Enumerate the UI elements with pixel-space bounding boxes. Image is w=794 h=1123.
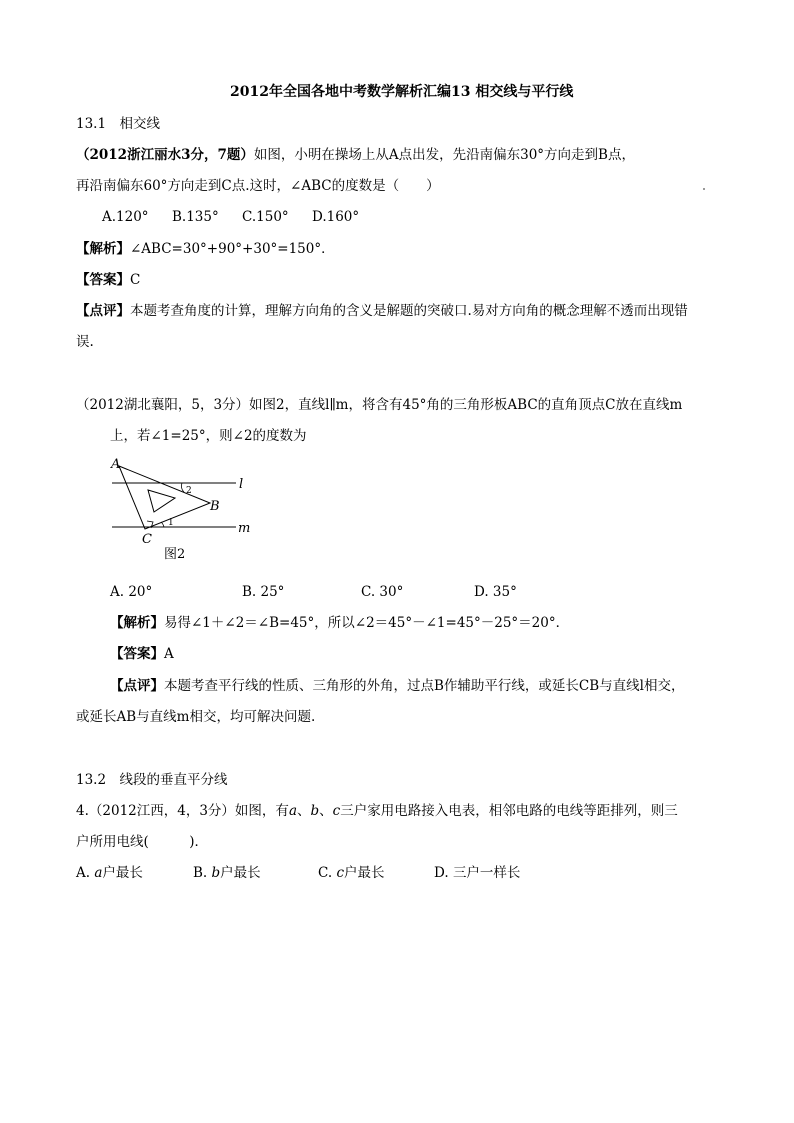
question-3-option-a <box>76 864 143 882</box>
question-3-line-1 <box>76 802 678 820</box>
label-b: B <box>210 499 220 514</box>
option-letter: B. <box>193 865 208 881</box>
label-a: A <box>111 457 121 472</box>
question-1-comment <box>76 302 688 320</box>
question-2-answer <box>110 645 174 663</box>
question-1-line-2: 再沿南偏东60°方向走到C点.这时，∠ABC的度数是（ ） <box>76 178 440 194</box>
comment-tag: 【点评】 <box>76 303 130 319</box>
option-text: 三户一样长 <box>452 865 521 881</box>
question-2-line-1: （2012湖北襄阳，5，3分）如图2，直线l∥m，将含有45°角的三角形板ABC的直角顶点C放在直线m <box>76 397 683 413</box>
separator: 、 <box>297 803 311 819</box>
label-angle-1: 1 <box>168 518 174 528</box>
question-2-analysis <box>110 614 569 632</box>
answer-tag: 【答案】 <box>76 272 130 288</box>
section-heading: 13.2 线段的垂直平分线 <box>76 772 228 788</box>
option-text: 户最长 <box>344 865 385 881</box>
question-1-line-1 <box>76 146 635 164</box>
question-3-line-2: 户所用电线( )． <box>76 834 209 850</box>
label-l: l <box>239 477 244 492</box>
question-2-comment-cont: 或延长AB与直线m相交，均可解决问题. <box>76 709 316 725</box>
comment-tag: 【点评】 <box>110 678 164 694</box>
option-var: b <box>211 865 221 881</box>
question-1-analysis <box>76 240 335 258</box>
question-1-option-a: A.120° <box>102 209 149 225</box>
var-c: c <box>332 803 341 819</box>
var-b: b <box>310 803 320 819</box>
answer-text: C <box>130 272 141 288</box>
comment-text: 本题考查平行线的性质、三角形的外角，过点B作辅助平行线，或延长CB与直线l相交， <box>164 678 685 694</box>
figure-2 <box>104 452 264 574</box>
question-3-option-d <box>434 864 520 882</box>
page-title: 2012年全国各地中考数学解析汇编13 相交线与平行线 <box>230 84 574 100</box>
question-1-stem: 如图，小明在操场上从A点出发，先沿南偏东30°方向走到B点， <box>253 147 635 163</box>
question-1-answer <box>76 271 140 289</box>
question-3-option-b <box>193 864 261 882</box>
analysis-tag: 【解析】 <box>110 615 164 631</box>
option-letter: A. <box>76 865 91 881</box>
question-1-option-b: B.135° <box>172 209 219 225</box>
analysis-tag: 【解析】 <box>76 241 130 257</box>
question-1-option-d: D.160° <box>312 209 360 225</box>
option-var: a <box>94 865 103 881</box>
angle-2-arc <box>181 483 184 492</box>
question-1-comment-cont: 误. <box>76 334 94 350</box>
comment-text: 本题考查角度的计算，理解方向角的含义是解题的突破口.易对方向角的概念理解不透而出现错 <box>130 303 688 319</box>
answer-text: A <box>164 646 174 662</box>
question-2-option-b: B. 25° <box>242 584 285 600</box>
question-3-option-c <box>318 864 385 882</box>
analysis-text: 易得∠1＋∠2＝∠B=45°，所以∠2＝45°－∠1=45°－25°＝20°． <box>164 615 570 631</box>
figure-caption: 图2 <box>164 547 186 562</box>
question-1-source: （2012浙江丽水3分，7题） <box>76 147 254 163</box>
label-angle-2: 2 <box>186 486 192 496</box>
question-2-option-d: D. 35° <box>474 584 517 600</box>
option-letter: D. <box>434 865 449 881</box>
triangle-inner <box>148 490 175 512</box>
answer-tag: 【答案】 <box>110 646 164 662</box>
option-var: c <box>336 865 344 881</box>
var-a: a <box>288 803 297 819</box>
triangle-outer <box>119 466 210 529</box>
label-m: m <box>238 521 251 536</box>
analysis-text: ∠ABC=30°+90°+30°=150°． <box>130 241 335 257</box>
question-2-comment <box>110 677 685 695</box>
angle-1-arc <box>161 522 164 527</box>
question-2-line-2: 上，若∠1=25°，则∠2的度数为 <box>110 428 307 444</box>
question-number: 4. <box>76 803 89 819</box>
label-c: C <box>142 532 152 547</box>
option-text: 户最长 <box>102 865 143 881</box>
question-3-stem-post: 三户家用电路接入电表，相邻电路的电线等距排列，则三 <box>340 803 678 819</box>
section-heading: 13.1 相交线 <box>76 116 161 132</box>
question-3-stem-pre: （2012江西，4，3分）如图，有 <box>88 803 289 819</box>
question-2-option-a: A. 20° <box>110 584 153 600</box>
option-text: 户最长 <box>220 865 261 881</box>
question-1-option-c: C.150° <box>242 209 289 225</box>
question-2-option-c: C. 30° <box>361 584 404 600</box>
scan-dot <box>703 188 705 190</box>
option-letter: C. <box>318 865 333 881</box>
separator: 、 <box>319 803 333 819</box>
